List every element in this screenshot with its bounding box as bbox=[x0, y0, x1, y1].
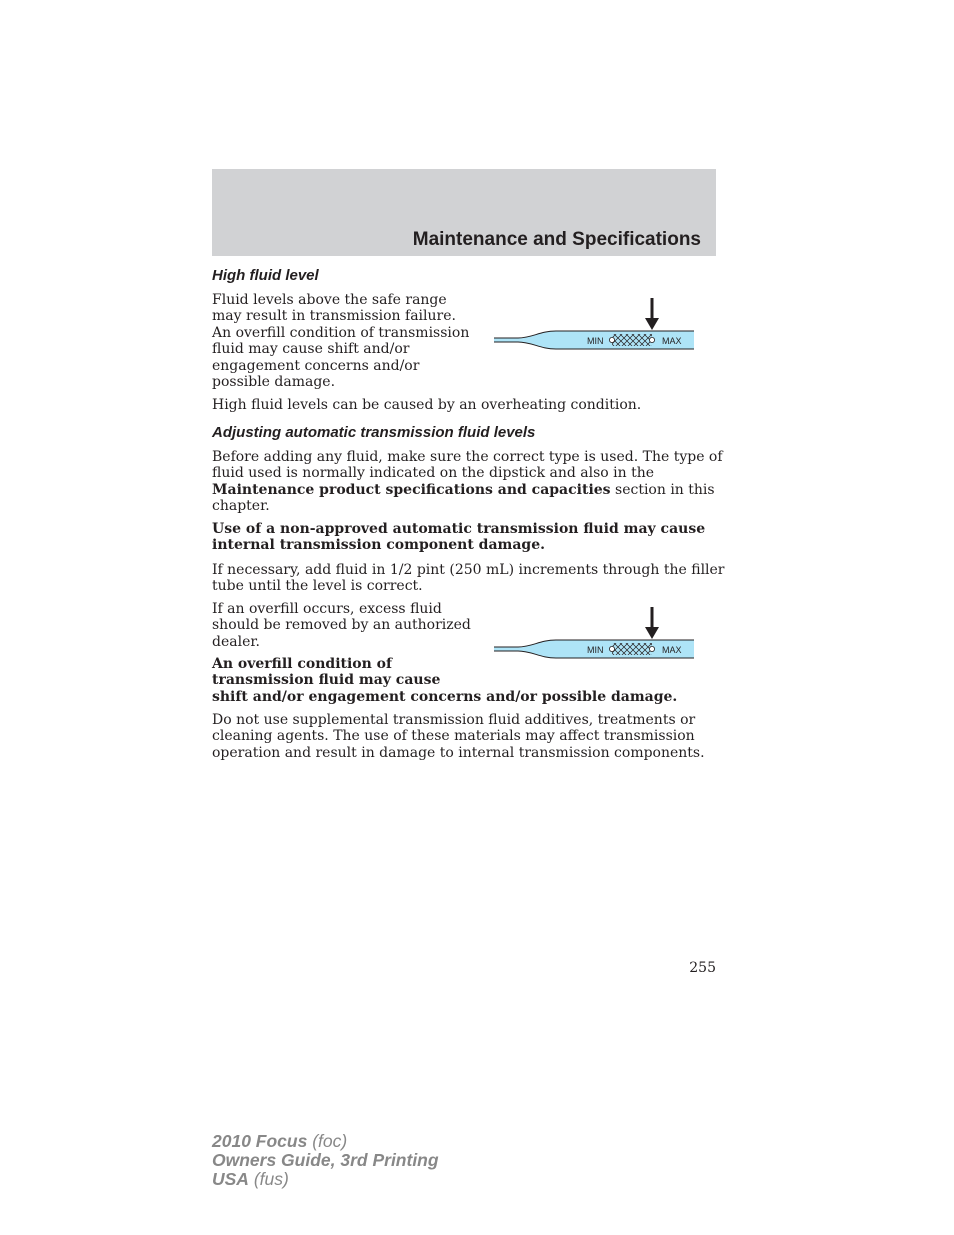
print-footer: 2010 Focus (foc) Owners Guide, 3rd Printing USA (fus) bbox=[212, 1131, 439, 1189]
page-number: 255 bbox=[689, 960, 716, 976]
dipstick-min-label: MIN bbox=[587, 336, 604, 346]
overfill-warning: An overfill condition of transmission fluid may cause shift and/or engagement concerns and/or possible damage. bbox=[212, 656, 678, 705]
heading-high-fluid-level: High fluid level bbox=[212, 267, 319, 284]
non-approved-fluid-warning: Use of a non-approved automatic transmission fluid may cause internal transmission component damage. bbox=[212, 521, 706, 554]
high-fluid-intro: Fluid levels above the safe range may result in transmission failure. An overfill condition of transmission fluid may cause shift and/or engagement concerns and/or possible damage. bbox=[212, 292, 470, 391]
dipstick-min-label: MIN bbox=[587, 645, 604, 655]
adjusting-para-1: Before adding any fluid, make sure the correct type is used. The type of fluid used is normally indicated on the dipstick and also in the Maintenance product specifications and capacities section in this chapter. bbox=[212, 449, 723, 515]
down-arrow-icon bbox=[645, 607, 659, 639]
additives-caution: Do not use supplemental transmission fluid additives, treatments or cleaning agents. The use of these materials may affect transmission operation and result in damage to internal transmission components. bbox=[212, 712, 705, 761]
down-arrow-icon bbox=[645, 298, 659, 330]
crosshatch-zone bbox=[612, 334, 652, 346]
maintenance-specs-reference: Maintenance product specifications and capacities bbox=[212, 481, 611, 498]
section-title: Maintenance and Specifications bbox=[412, 229, 701, 250]
overfill-instructions: If an overfill occurs, excess fluid should be removed by an authorized dealer. bbox=[212, 601, 471, 650]
dipstick-illustration-high-level bbox=[492, 296, 696, 360]
dipstick-max-label: MAX bbox=[662, 645, 682, 655]
dipstick-max-label: MAX bbox=[662, 336, 682, 346]
add-fluid-instructions: If necessary, add fluid in 1/2 pint (250 mL) increments through the filler tube until the level is correct. bbox=[212, 562, 725, 595]
section-header-band bbox=[212, 169, 716, 256]
heading-adjusting-fluid-levels: Adjusting automatic transmission fluid levels bbox=[212, 424, 536, 441]
high-fluid-note: High fluid levels can be caused by an overheating condition. bbox=[212, 397, 642, 413]
crosshatch-zone bbox=[612, 643, 652, 655]
